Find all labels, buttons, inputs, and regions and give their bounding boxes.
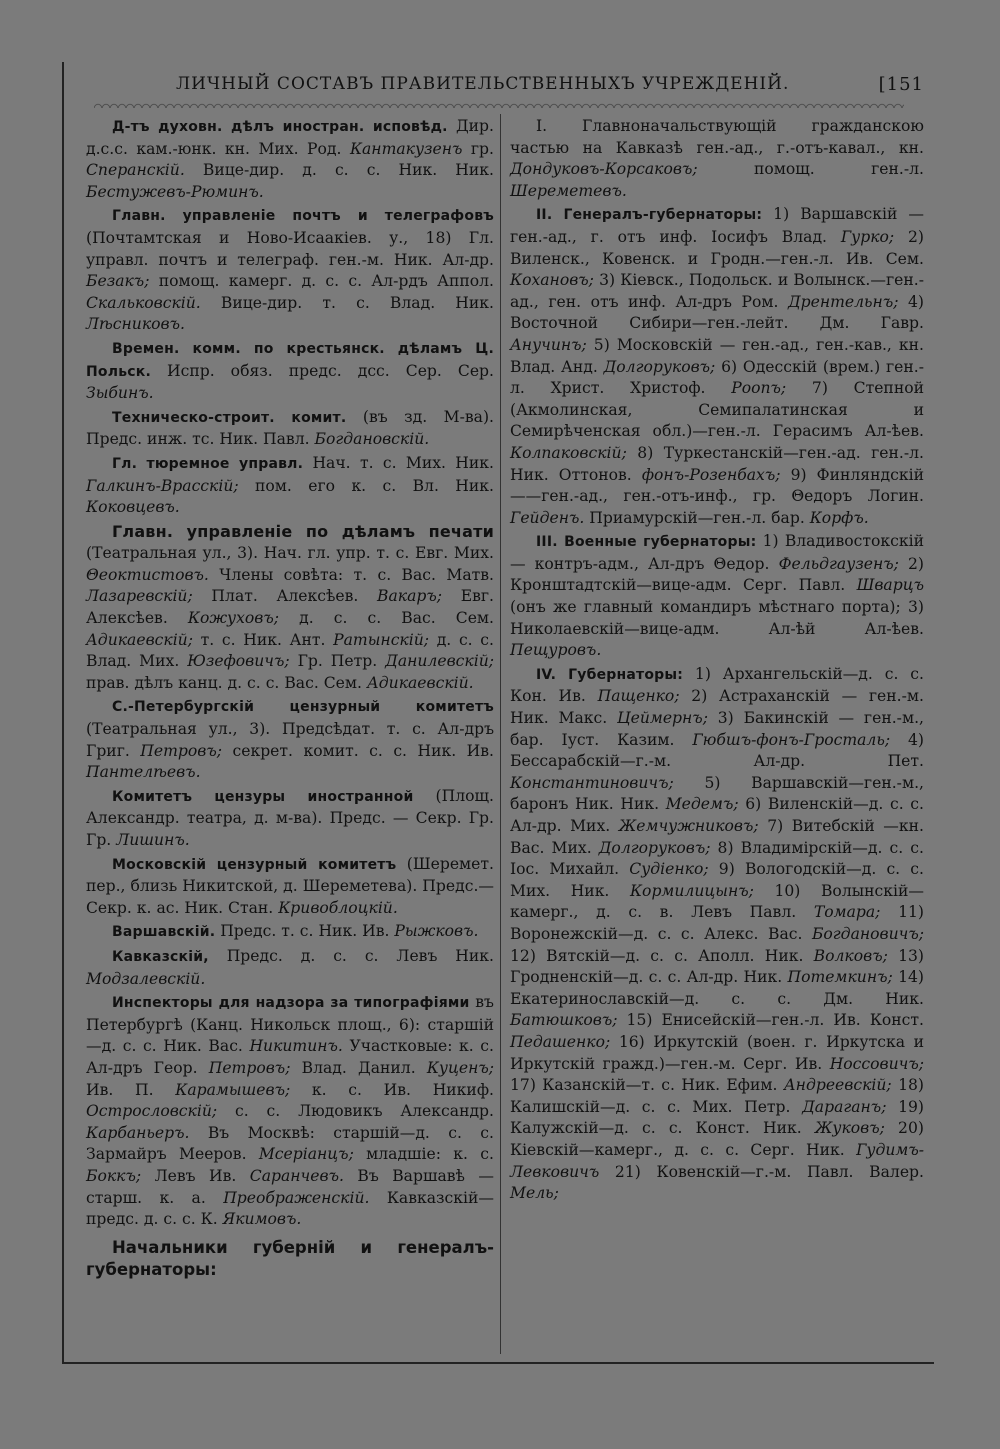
person-name: Батюшковъ;	[510, 1011, 618, 1030]
person-name: Медемъ;	[665, 795, 739, 814]
directory-entry	[86, 521, 494, 695]
entry-text: 3) Бакинскій — ген.-м., бар. Іуст. Казим.	[510, 709, 924, 749]
entry-text: 6) Виленскій—д. с. с. Ал-др. Мих.	[510, 795, 924, 835]
person-name: Цеймернъ;	[617, 709, 708, 728]
person-name: Ратынскій;	[333, 630, 430, 649]
entry-text: Плат. Алексѣев.	[192, 587, 378, 606]
entry-text: Влад. Данил.	[290, 1058, 427, 1077]
entry-text: 2) Кронштадтскій—вице-адм. Серг. Павл.	[510, 554, 924, 595]
entry-text: Вице-дир. д. с. с. Ник. Ник.	[184, 161, 494, 180]
directory-entry	[86, 407, 494, 451]
person-name: Галкинъ-Врасскій;	[86, 476, 239, 495]
right-column	[510, 116, 924, 1354]
section-heading: Начальники губерній и генералъ-губернаторы:	[86, 1237, 494, 1279]
entry-text: I. Главноначальствующій гражданскою частью на Кавказѣ ген.-ад., г.-отъ-кавал., кн.	[510, 117, 924, 157]
person-name: Долгоруковъ;	[598, 838, 711, 857]
person-name: Жуковъ;	[814, 1119, 885, 1138]
entry-heading: II. Генералъ-губернаторы:	[536, 207, 763, 224]
person-name: Роопъ;	[731, 379, 787, 398]
person-name: Пантелѣевъ.	[86, 763, 201, 782]
person-name: Жемчужниковъ;	[618, 817, 759, 835]
entry-text: Предс. т. с. Ник. Ив.	[215, 922, 395, 941]
entry-text: Левъ Ив.	[141, 1166, 250, 1185]
entry-text: Испр. обяз. предс. дсс. Сер. Сер.	[150, 361, 494, 380]
entry-text: 7) Степной (Акмолинская, Семипалатинская и Семирѣченская обл.)—ген.-л. Герасимъ Ал-ѣев.	[510, 379, 924, 441]
entry-text: Нач. т. с. Мих. Ник.	[303, 453, 494, 472]
person-name: Кохановъ;	[510, 271, 594, 290]
wavy-rule	[94, 100, 904, 108]
book-page	[62, 62, 934, 1364]
person-name: Фельдгаузенъ;	[778, 554, 899, 573]
entry-text: 18) Калишскій—д. с. с. Мих. Петр.	[510, 1076, 924, 1116]
running-header	[64, 74, 934, 102]
entry-text: 7) Витебскій —кн. Вас. Мих.	[510, 817, 924, 857]
entry-heading: Инспекторы для надзора за типографіями	[112, 995, 470, 1012]
entry-text: Члены совѣта: т. с. Вас. Матв.	[208, 565, 494, 584]
person-name: Кожуховъ;	[187, 609, 280, 628]
person-name: Дараганъ;	[802, 1097, 887, 1116]
entry-text: 14) Екатеринославскій—д. с. с. Дм. Ник.	[510, 968, 924, 1008]
entry-text: 10) Волынскій—камерг., д. с. в. Левъ Павл.	[510, 881, 924, 922]
entry-text: д. с. с. Влад. Мих.	[86, 630, 495, 671]
entry-text: 20) Кіевскій—камерг., д. с. с. Серг. Ник.	[510, 1119, 924, 1159]
directory-entry	[86, 116, 494, 203]
person-name: Богдановичъ;	[811, 924, 924, 943]
person-name: Петровъ;	[140, 741, 223, 760]
person-name: Гейденъ.	[510, 508, 585, 527]
entry-heading: IV. Губернаторы:	[536, 666, 684, 683]
entry-text: 8) Владимірскій—д. с. с. Іос. Михайл.	[510, 838, 924, 879]
entry-text: 19) Калужскій—д. с. с. Конст. Ник.	[510, 1097, 925, 1138]
person-name: Вакаръ;	[377, 587, 443, 606]
person-name: Адикаевскій;	[86, 630, 193, 649]
entry-text: 12) Вятскій—д. с. с. Аполл. Ник.	[510, 946, 814, 965]
directory-entry	[86, 946, 494, 990]
entry-text: (онъ же главный командиръ мѣстнаго порта); 3) Николаевскій—вице-адм. Ал-ѣй Ал-ѣев.	[510, 598, 924, 638]
person-name: Анучинъ;	[510, 335, 587, 354]
person-name: Острословскій;	[86, 1102, 218, 1121]
entry-text: Въ Варшавѣ — старш. к. а.	[86, 1166, 494, 1207]
person-name: Мель;	[510, 1184, 559, 1203]
person-name: Карбаньеръ.	[86, 1123, 190, 1142]
entry-text: 5) Московскій — ген.-ад., ген.-кав., кн. Влад. Анд.	[510, 335, 924, 376]
person-name: Саранчевъ.	[249, 1166, 344, 1185]
person-name: Данилевскій;	[385, 652, 494, 671]
person-name: Преображенскій.	[223, 1188, 370, 1207]
person-name: Карамышевъ;	[175, 1080, 291, 1099]
entry-text: (Театральная ул., 3). Нач. гл. упр. т. с. Евг. Мих.	[86, 544, 494, 563]
entry-text: 4) Бессарабскій—г.-м. Ал-др. Пет.	[510, 730, 924, 771]
entry-heading: Варшавскій.	[112, 924, 216, 941]
entry-text: (Площ. Александр. театра, д. м-ва). Предс. — Секр. Гр. Гр.	[86, 786, 494, 849]
entry-text: (Театральная ул., 3). Предсѣдат. т. с. Ал-дръ Григ.	[86, 720, 494, 760]
person-name: Скальковскій.	[86, 293, 201, 312]
person-name: Томара;	[813, 903, 881, 922]
entry-text: 11) Воронежскій—д. с. с. Алекс. Вас.	[510, 903, 925, 943]
person-name: Лишинъ.	[116, 831, 190, 849]
entry-heading: Кавказскій,	[112, 948, 209, 965]
person-name: Куценъ;	[426, 1058, 494, 1077]
person-name: Дондуковъ-Корсаковъ;	[510, 160, 698, 179]
person-name: Рыжковъ.	[394, 922, 479, 941]
entry-heading: Техническо-строит. комит.	[112, 409, 347, 426]
person-name: Гюбшъ-фонъ-Гросталь;	[692, 730, 891, 749]
entry-text: гр.	[462, 139, 494, 158]
entry-text: Участковые: к. с. Ал-дръ Геор.	[86, 1037, 494, 1077]
column-divider	[500, 114, 501, 1354]
left-column	[86, 116, 494, 1354]
person-name: Дрентельнъ;	[787, 292, 899, 311]
entry-text: (Почтамтская и Ново-Исаакіев. у., 18) Гл. управл. почтъ и телеграф. ген.-м. Ник. Ал-др.	[86, 228, 494, 269]
entry-text: помощ. ген.-л.	[697, 160, 924, 179]
person-name: Константиновичъ;	[510, 773, 674, 792]
entry-text: секрет. комит. с. с. Ник. Ив.	[222, 741, 494, 760]
person-name: Юзефовичъ;	[187, 652, 290, 671]
person-name: фонъ-Розенбахъ;	[641, 465, 781, 484]
person-name: Колпаковскій;	[510, 443, 627, 462]
person-name: Кантакузенъ	[349, 139, 463, 158]
entry-text: 15) Енисейскій—ген.-л. Ив. Конст.	[617, 1011, 924, 1030]
person-name: Кормилицынъ;	[629, 881, 754, 900]
entry-text: Въ Москвѣ: старшій—д. с. с. Зармайръ Мееров.	[86, 1123, 494, 1164]
person-name: Пащенко;	[597, 687, 680, 706]
entry-text: Гр. Петр.	[289, 652, 386, 671]
directory-entry	[86, 205, 494, 336]
entry-text: 2) Астраханскій — ген.-м. Ник. Макс.	[510, 687, 924, 728]
person-name: Корфъ.	[809, 508, 869, 527]
entry-text: 1) Варшавскій — ген.-ад., г. отъ инф. Іосифъ Влад.	[510, 205, 924, 246]
person-name: Адикаевскій.	[366, 673, 474, 692]
entry-text: Евг. Алексѣев.	[86, 587, 495, 628]
person-name: Якимовъ.	[222, 1210, 302, 1229]
entry-text: т. с. Ник. Ант.	[192, 630, 334, 649]
person-name: Судіенко;	[629, 860, 709, 879]
person-name: Шварцъ	[856, 576, 924, 595]
entry-text: (въ зд. М-ва). Предс. инж. тс. Ник. Павл.	[86, 407, 494, 449]
directory-entry	[86, 453, 494, 519]
directory-entry	[510, 116, 924, 202]
person-name: Долгоруковъ;	[603, 357, 716, 376]
entry-text: прав. дѣлъ канц. д. с. с. Вас. Сем.	[86, 673, 367, 692]
entry-text: Вице-дир. т. с. Влад. Ник.	[200, 293, 494, 312]
person-name: Лѣсниковъ.	[86, 315, 185, 334]
person-name: Потемкинъ;	[787, 968, 893, 987]
entry-text: к. с. Ив. Никиф.	[290, 1080, 494, 1099]
directory-entry	[86, 338, 494, 405]
entry-text: Ив. П.	[86, 1080, 176, 1099]
entry-text: 21) Ковенскій—г.-м. Павл. Валер.	[599, 1162, 924, 1181]
entry-text: Дир. д.с.с. кам.-юнк. кн. Мих. Род.	[86, 117, 494, 158]
person-name: Коковцевъ.	[86, 498, 180, 517]
entry-heading: Времен. комм. по крестьянск. дѣламъ Ц. Польск.	[86, 340, 494, 380]
person-name: Модзалевскій.	[86, 969, 206, 988]
entry-text: 13) Гродненскій—д. с. с. Ал-др. Ник.	[510, 946, 924, 987]
person-name: Безакъ;	[86, 272, 150, 291]
person-name: Мсеріанцъ;	[258, 1145, 354, 1164]
entry-text: 1) Архангельскій—д. с. с. Кон. Ив.	[510, 664, 925, 706]
entry-heading: Московскій цензурный комитетъ	[112, 856, 397, 873]
directory-entry	[86, 696, 494, 783]
entry-heading: С.-Петербургскій цензурный комитетъ	[112, 699, 494, 716]
directory-entry	[86, 921, 494, 944]
person-name: Θеоктистовъ.	[86, 565, 209, 584]
entry-heading: III. Военные губернаторы:	[536, 534, 757, 551]
header-title: ЛИЧНЫЙ СОСТАВЪ ПРАВИТЕЛЬСТВЕННЫХЪ УЧРЕЖДЕНІЙ.	[176, 74, 790, 94]
directory-entry	[510, 531, 924, 662]
entry-text: 1) Владивостокскій — контръ-адм., Ал-дръ Θедор.	[510, 532, 924, 573]
person-name: Зыбинъ.	[86, 384, 154, 403]
entry-text: младшіе: к. с.	[353, 1145, 494, 1164]
person-name: Богдановскій.	[314, 430, 430, 449]
person-name: Никитинъ.	[249, 1037, 343, 1056]
entry-text: Предс. д. с. с. Левъ Ник.	[208, 946, 494, 965]
entry-heading: Главн. управленіе по дѣламъ печати	[112, 521, 494, 541]
person-name: Шереметевъ.	[510, 181, 627, 200]
entry-heading: Комитетъ цензуры иностранной	[112, 788, 414, 805]
directory-entry	[86, 786, 494, 852]
directory-entry	[86, 992, 494, 1231]
entry-text: 17) Казанскій—т. с. Ник. Ефим.	[510, 1076, 784, 1095]
entry-text: 3) Кіевск., Подольск. и Волынск.—ген.-ад., ген. отъ инф. Ал-дръ Ром.	[510, 271, 924, 311]
page-number: [151	[878, 74, 924, 95]
entry-text: Приамурскій—ген.-л. бар.	[584, 508, 810, 527]
person-name: Гурко;	[840, 227, 895, 246]
entry-text: с. с. Людовикъ Александр.	[217, 1102, 494, 1121]
entry-text: д. с. с. Вас. Сем.	[279, 609, 495, 628]
entry-text: (Шеремет. пер., близь Никитской, д. Шереметева). Предс.—Секр. к. ас. Ник. Стан.	[86, 854, 494, 917]
person-name: Лазаревскій;	[86, 587, 193, 606]
entry-heading: Д-тъ духовн. дѣлъ иностран. исповѣд.	[112, 119, 448, 135]
person-name: Носсовичъ;	[829, 1054, 924, 1073]
person-name: Андреевскій;	[783, 1076, 892, 1095]
entry-text: помощ. камерг. д. с. с. Ал-рдъ Аппол.	[149, 272, 494, 291]
person-name: Петровъ;	[208, 1058, 291, 1077]
entry-heading: Гл. тюремное управл.	[112, 455, 304, 472]
directory-entry	[510, 664, 924, 1205]
entry-text: 9) Вологодскій—д. с. с. Мих. Ник.	[510, 860, 924, 900]
entry-text: пом. его к. с. Вл. Ник.	[238, 476, 494, 495]
entry-text: въ Петербургѣ (Канц. Никольск площ., 6): старшій—д. с. с. Ник. Вас.	[86, 993, 494, 1056]
person-name: Бестужевъ-Рюминъ.	[86, 182, 264, 201]
person-name: Сперанскій.	[86, 161, 185, 180]
entry-text: 2) Виленск., Ковенск. и Гродн.—ген.-л. Ив. Сем.	[510, 227, 924, 268]
person-name: Кривоблоцкій.	[278, 898, 398, 917]
entry-text: 5) Варшавскій—ген.-м., баронъ Ник. Ник.	[510, 773, 924, 814]
entry-text: 16) Иркутскій (воен. г. Иркутска и Иркутскій гражд.)—ген.-м. Серг. Ив.	[510, 1032, 924, 1073]
entry-text: 9) Финляндскій——ген.-ад., ген.-отъ-инф., гр. Θедоръ Логин.	[510, 465, 924, 506]
entry-text: 8) Туркестанскій—ген.-ад. ген.-л. Ник. Оттонов.	[510, 443, 924, 484]
entry-text: 4) Восточной Сибири—ген.-лейт. Дм. Гавр.	[510, 292, 924, 333]
person-name: Гудимъ-Левковичъ	[510, 1140, 924, 1181]
person-name: Боккъ;	[86, 1166, 142, 1185]
directory-entry	[86, 854, 494, 920]
person-name: Педашенко;	[510, 1032, 611, 1051]
entry-text: Кавказскій—предс. д. с. с. К.	[86, 1188, 494, 1229]
person-name: Пещуровъ.	[510, 641, 602, 660]
person-name: Волковъ;	[813, 946, 888, 965]
entry-text: 6) Одесскій (врем.) ген.-л. Христ. Христоф.	[510, 357, 924, 398]
directory-entry	[510, 204, 924, 529]
entry-heading: Главн. управленіе почтъ и телеграфовъ	[112, 208, 494, 225]
